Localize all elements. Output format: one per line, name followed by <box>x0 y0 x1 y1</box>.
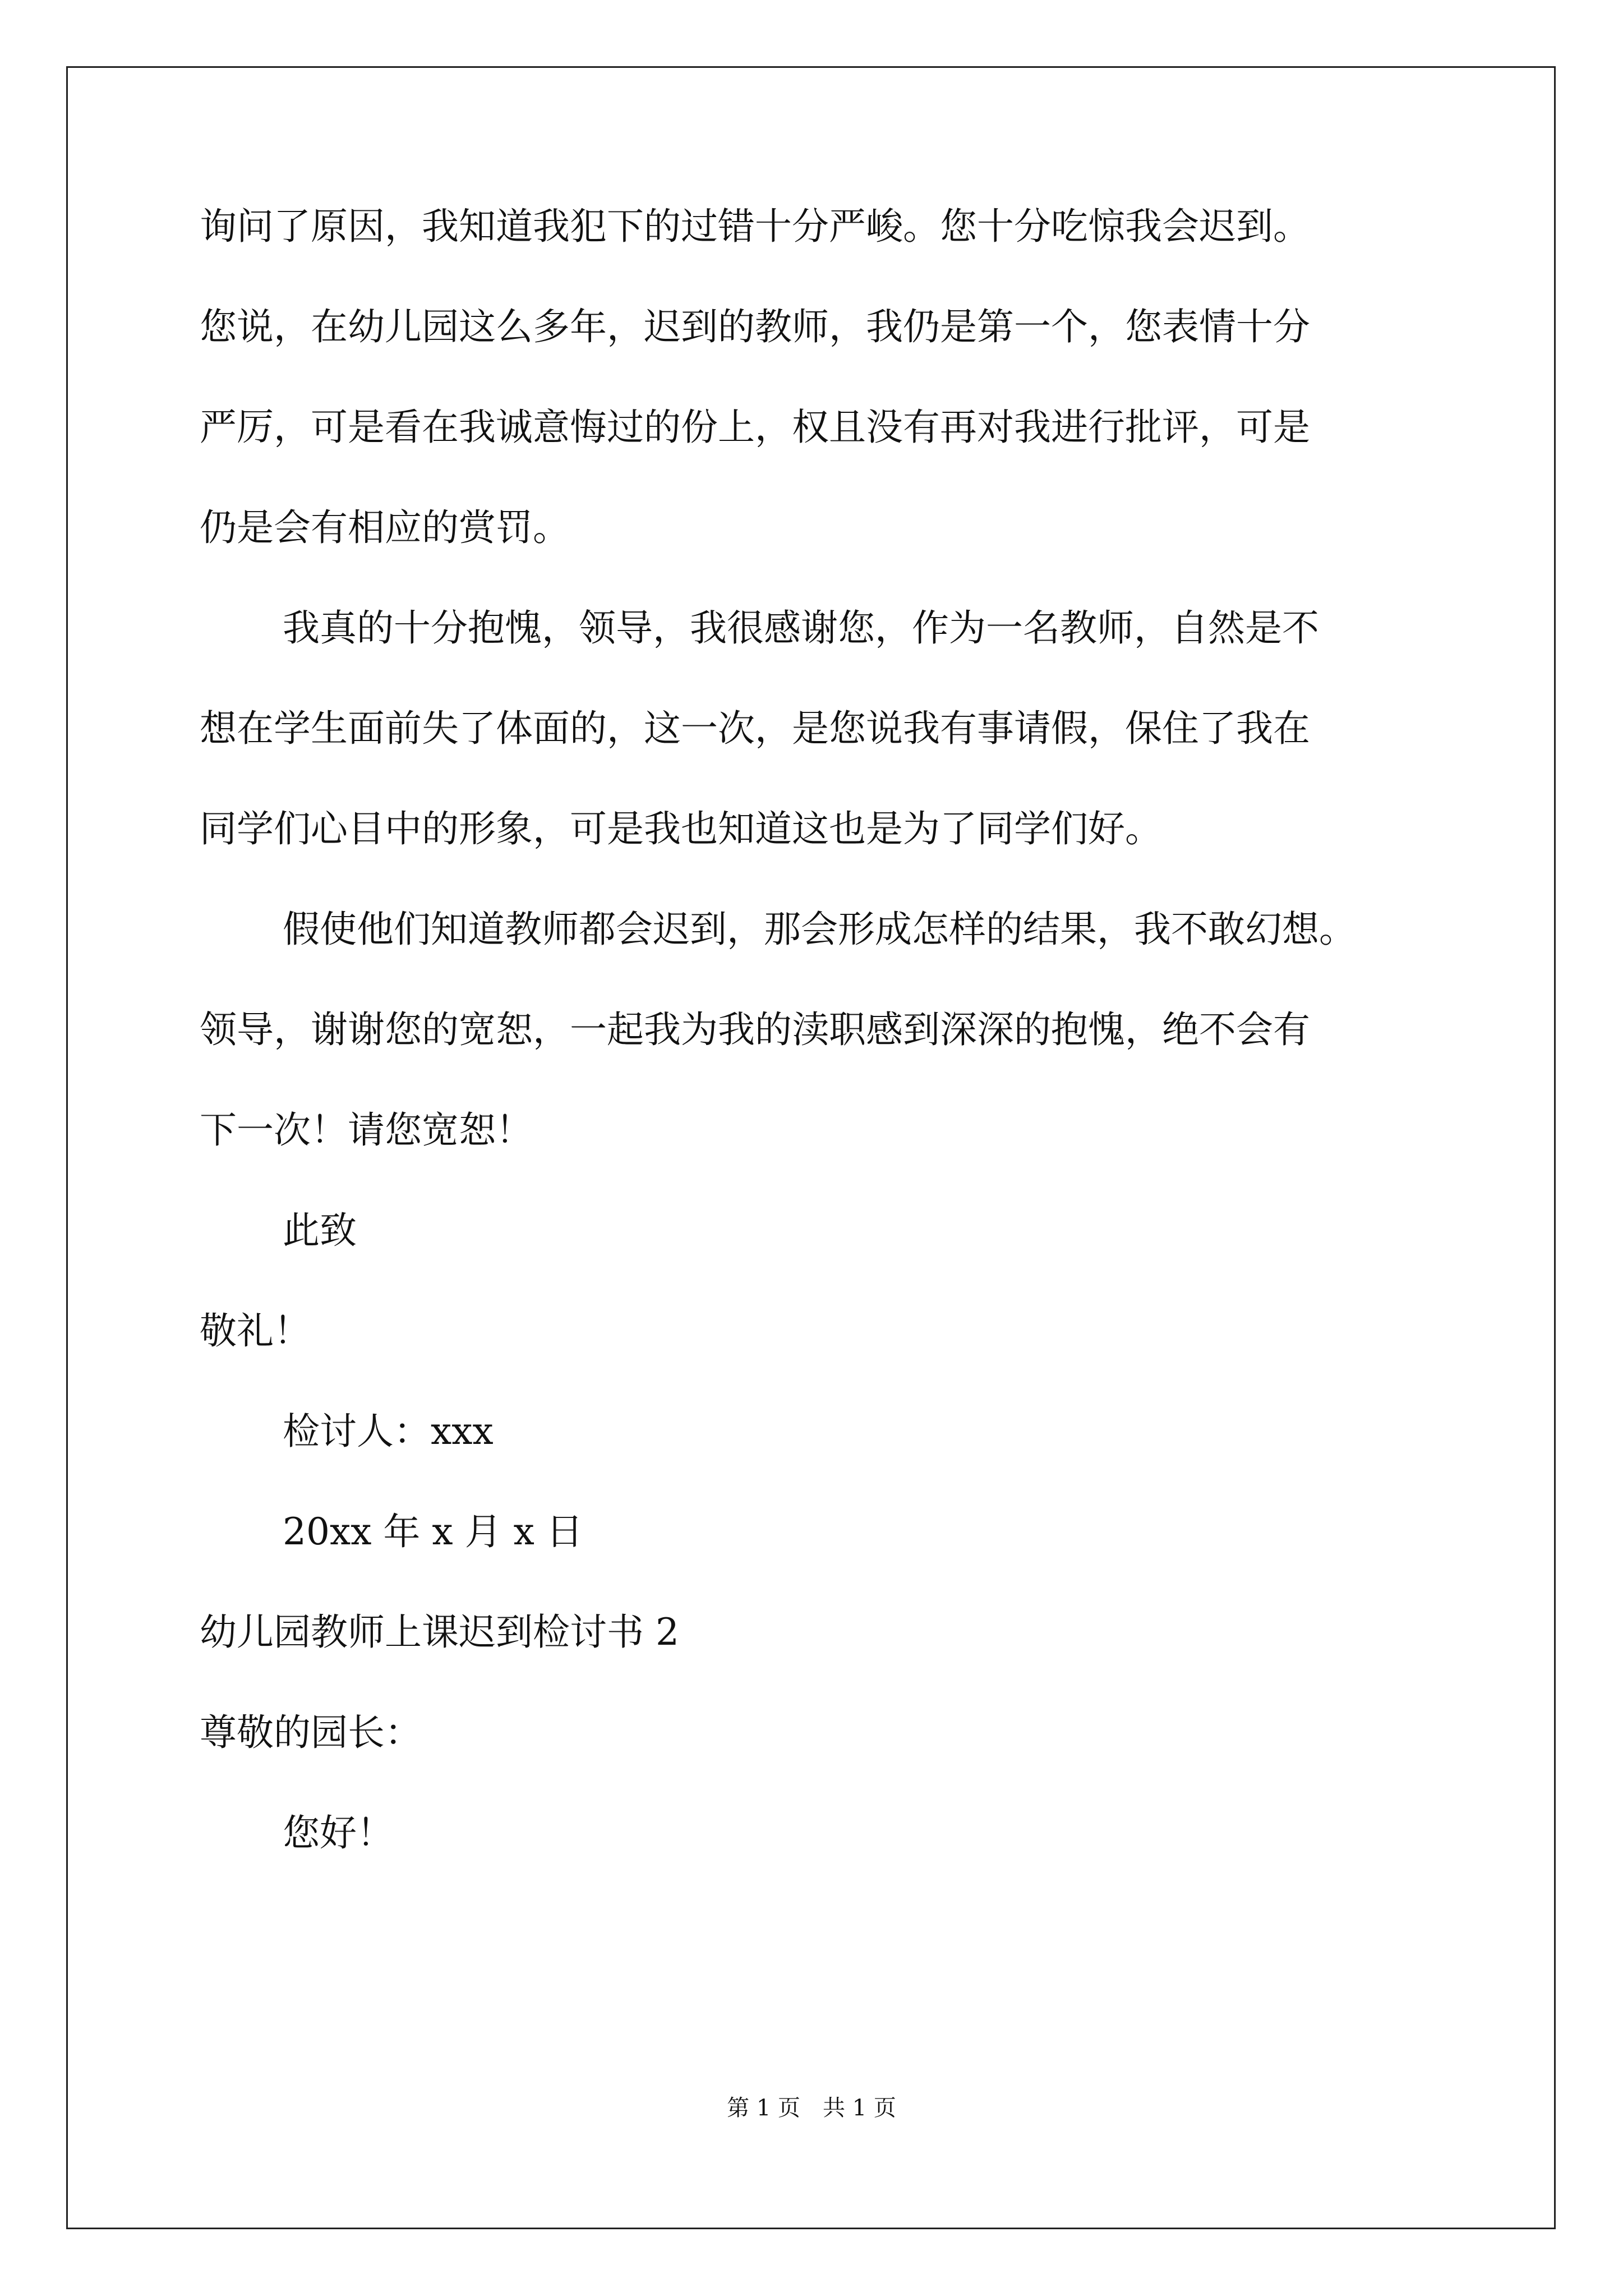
text-line: 幼儿园教师上课迟到检讨书 2 <box>200 1611 679 1654</box>
text-line: 我真的十分抱愧，领导，我很感谢您，作为一名教师，自然是不 <box>283 606 1319 650</box>
salutation-closing <box>200 1206 1433 1255</box>
paragraph <box>200 905 1433 1155</box>
text-line: 同学们心目中的形象，可是我也知道这也是为了同学们好。 <box>200 807 1162 850</box>
text-line: 此致 <box>283 1209 357 1252</box>
date <box>200 1507 1433 1557</box>
text-line: 下一次！请您宽恕！ <box>200 1108 533 1152</box>
text-line: 您好！ <box>283 1811 394 1855</box>
text-line: 20xx 年 x 月 x 日 <box>283 1510 583 1553</box>
document-body <box>200 202 1433 1858</box>
paragraph <box>200 604 1433 854</box>
text-line: 询问了原因，我知道我犯下的过错十分严峻。您十分吃惊我会迟到。 <box>200 205 1310 248</box>
text-line: 领导，谢谢您的宽恕，一起我为我的渎职感到深深的抱愧，绝不会有 <box>200 1008 1310 1051</box>
text-line: 检讨人：xxx <box>283 1410 494 1453</box>
text-line: 尊敬的园长： <box>200 1711 422 1754</box>
page-footer: 第 1 页 共 1 页 <box>727 2095 896 2121</box>
text-line: 敬礼！ <box>200 1309 311 1352</box>
regards <box>200 1306 1433 1356</box>
text-line: 假使他们知道教师都会迟到，那会形成怎样的结果，我不敢幻想。 <box>283 908 1356 951</box>
signature <box>200 1407 1433 1456</box>
greeting <box>200 1809 1433 1858</box>
text-line: 想在学生面前失了体面的，这一次，是您说我有事请假，保住了我在 <box>200 707 1310 750</box>
addressee <box>200 1708 1433 1757</box>
text-line: 严厉，可是看在我诚意悔过的份上，权且没有再对我进行批评，可是 <box>200 406 1310 449</box>
section-title <box>200 1608 1433 1657</box>
text-line: 仍是会有相应的赏罚。 <box>200 506 570 549</box>
text-line: 您说，在幼儿园这么多年，迟到的教师，我仍是第一个，您表情十分 <box>200 305 1310 348</box>
paragraph <box>200 202 1433 553</box>
